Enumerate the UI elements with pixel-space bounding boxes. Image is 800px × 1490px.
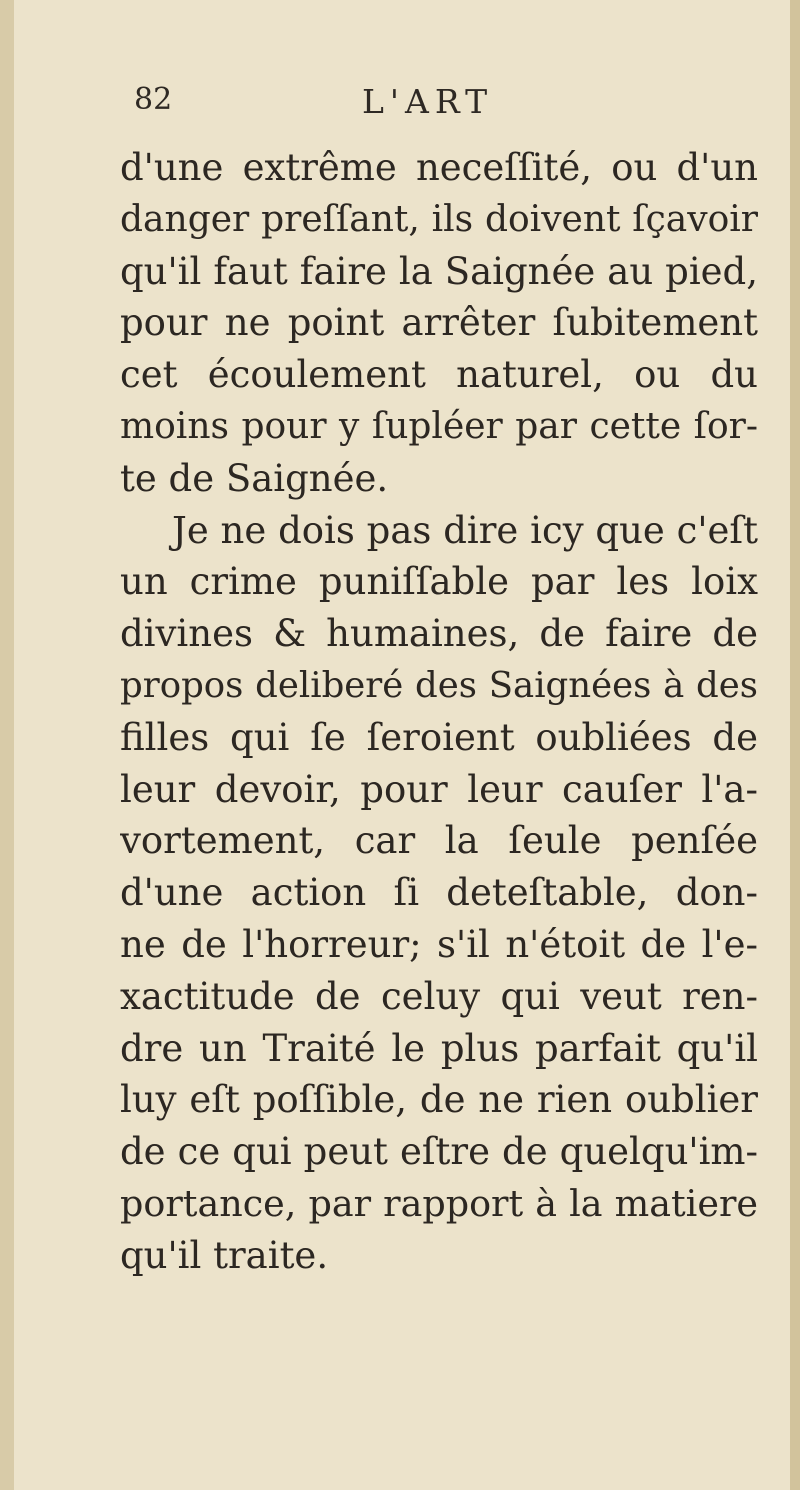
paragraph (120, 142, 758, 505)
text-line: qu'il faut faire la Saignée au pied, (120, 249, 758, 293)
text-line: qu'il traite. (120, 1233, 329, 1277)
page-edge (790, 0, 800, 1490)
text-line: de ce qui peut eſtre de quelqu'im- (120, 1130, 758, 1174)
text-line: leur devoir, pour leur cauſer l'a- (120, 767, 758, 811)
text-line: luy eſt poſſible, de ne rien oublier (120, 1078, 758, 1122)
page-number: 82 (134, 82, 173, 117)
text-line: te de Saignée. (120, 456, 389, 500)
text-line: divines & humaines, de faire de (120, 612, 758, 656)
text-line: d'une extrême neceſſité, ou d'un (120, 146, 758, 189)
running-head: L'ART (362, 82, 494, 121)
gutter-shadow (0, 0, 14, 1490)
body-text (120, 142, 758, 1282)
text-line: danger preſſant, ils doivent ſçavoir (120, 198, 758, 240)
text-line: xactitude de celuy qui veut ren- (120, 974, 758, 1018)
text-line: portance, par rapport à la matiere (120, 1181, 758, 1225)
text-line: d'une action ſi deteſtable, don- (120, 871, 758, 915)
text-line: ne de l'horreur; s'il n'étoit de l'e- (120, 922, 758, 966)
text-line: propos deliberé des Saignées à des (120, 664, 758, 706)
text-line: vortement, car la ſeule penſée (120, 819, 758, 863)
text-line: moins pour y ſupléer par cette ſor- (120, 405, 758, 447)
paragraph (120, 505, 758, 1282)
text-line: pour ne point arrêter ſubitement (120, 301, 758, 345)
text-line: Je ne dois pas dire icy que c'eſt (172, 508, 758, 552)
text-line: cet écoulement naturel, ou du (120, 353, 758, 397)
text-line: filles qui ſe ſeroient oubliées de (120, 715, 758, 759)
text-line: dre un Traité le plus parfait qu'il (120, 1026, 758, 1070)
text-line: un crime puniſſable par les loix (120, 560, 758, 604)
page-header (130, 82, 650, 132)
